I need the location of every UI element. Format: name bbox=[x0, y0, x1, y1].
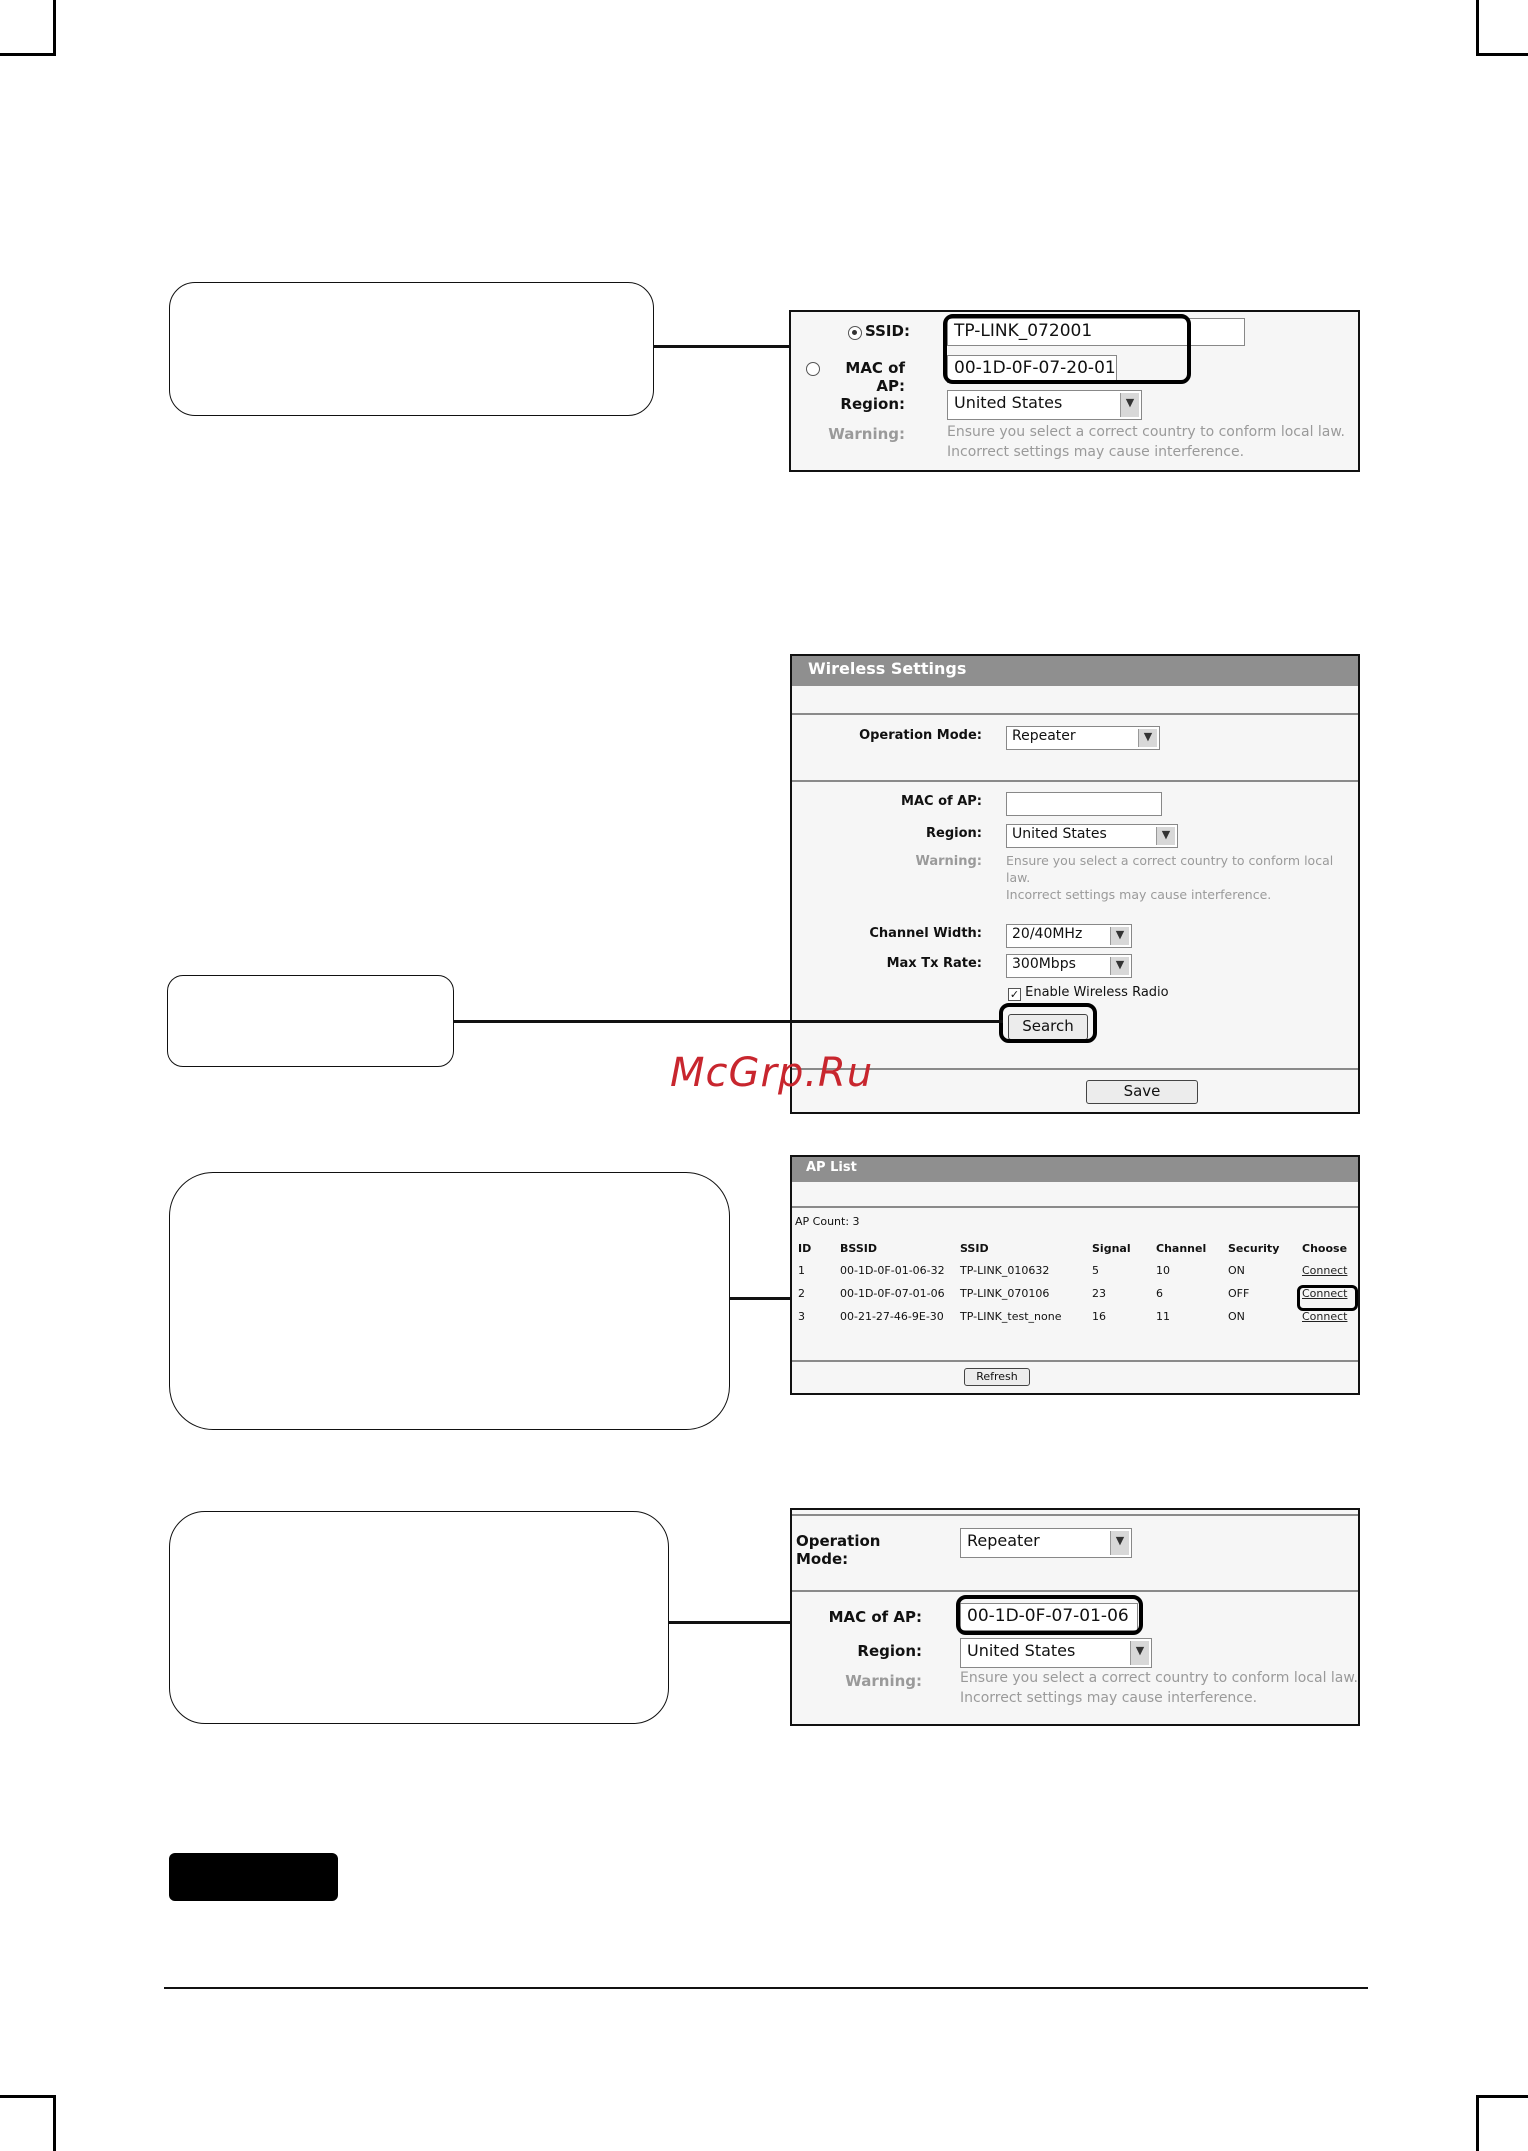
warning-line-2: Incorrect settings may cause interference. bbox=[947, 444, 1245, 460]
column-header: BSSID bbox=[840, 1241, 877, 1255]
chevron-down-icon: ▼ bbox=[1110, 927, 1129, 945]
connect-link[interactable]: Connect bbox=[1302, 1264, 1348, 1277]
ssid-label: SSID: bbox=[865, 322, 910, 340]
connect-link[interactable]: Connect bbox=[1302, 1310, 1348, 1323]
region-select[interactable] bbox=[947, 390, 1142, 420]
panel-title: Wireless Settings bbox=[808, 659, 967, 678]
cell-security: OFF bbox=[1228, 1287, 1250, 1300]
mac-input[interactable]: 00-1D-0F-07-01-06 bbox=[960, 1603, 1138, 1631]
warning-text bbox=[1006, 852, 1358, 903]
warning-label: Warning: bbox=[828, 425, 905, 443]
region-select[interactable] bbox=[1006, 824, 1178, 848]
footer-rule bbox=[164, 1987, 1368, 1989]
cell-channel: 11 bbox=[1156, 1310, 1170, 1323]
checkbox-checked-icon[interactable]: ✓ bbox=[1009, 988, 1020, 1001]
chevron-down-icon: ▼ bbox=[1156, 827, 1175, 845]
panel-title: AP List bbox=[806, 1160, 857, 1175]
operation-mode-label: Operation Mode: bbox=[859, 728, 982, 743]
mac-input[interactable]: 00-1D-0F-07-20-01 bbox=[947, 355, 1117, 383]
channel-width-value: 20/40MHz bbox=[1012, 926, 1083, 942]
column-header: Choose bbox=[1302, 1241, 1348, 1255]
mac-label: MAC of AP: bbox=[845, 359, 905, 395]
crop-mark-bottom-left bbox=[0, 2095, 56, 2151]
cell-signal: 16 bbox=[1092, 1310, 1106, 1323]
save-button[interactable]: Save bbox=[1086, 1080, 1198, 1104]
panel-title-bar bbox=[792, 656, 1358, 686]
cell-ssid: TP-LINK_010632 bbox=[960, 1264, 1050, 1277]
cell-ssid: TP-LINK_070106 bbox=[960, 1287, 1050, 1300]
chevron-down-icon: ▼ bbox=[1110, 957, 1129, 975]
ap-list-table bbox=[792, 1237, 1358, 1328]
max-tx-rate-value: 300Mbps bbox=[1012, 956, 1076, 972]
callout-box-3 bbox=[169, 1172, 730, 1430]
cell-security: ON bbox=[1228, 1310, 1245, 1323]
table-row bbox=[792, 1259, 1358, 1282]
callout-box-2 bbox=[167, 975, 454, 1067]
mac-radio[interactable] bbox=[806, 362, 820, 376]
warning-line-1: Ensure you select a correct country to conform local law. bbox=[947, 424, 1345, 440]
enable-wireless-radio-label: Enable Wireless Radio bbox=[1025, 985, 1169, 1000]
crop-mark-bottom-right bbox=[1476, 2095, 1528, 2151]
chevron-down-icon: ▼ bbox=[1120, 393, 1139, 417]
table-header-row bbox=[792, 1237, 1358, 1259]
chevron-down-icon: ▼ bbox=[1138, 729, 1157, 747]
operation-mode-value: Repeater bbox=[1012, 728, 1076, 744]
mac-label: MAC of AP: bbox=[828, 1608, 922, 1626]
crop-mark-top-left bbox=[0, 0, 56, 56]
cell-channel: 6 bbox=[1156, 1287, 1163, 1300]
cell-id: 2 bbox=[798, 1287, 805, 1300]
enable-wireless-radio[interactable] bbox=[1008, 985, 1169, 1001]
connect-link[interactable]: Connect bbox=[1302, 1287, 1348, 1300]
table-row bbox=[792, 1282, 1358, 1305]
ssid-input[interactable]: TP-LINK_072001 bbox=[947, 318, 1245, 346]
ssid-radio[interactable] bbox=[848, 326, 862, 340]
cell-channel: 10 bbox=[1156, 1264, 1170, 1277]
max-tx-rate-select[interactable] bbox=[1006, 954, 1132, 978]
column-header: SSID bbox=[960, 1241, 989, 1255]
region-value: United States bbox=[954, 393, 1063, 412]
warning-line-2: Incorrect settings may cause interference. bbox=[1006, 887, 1272, 902]
region-value: United States bbox=[967, 1641, 1076, 1660]
warning-line-2: Incorrect settings may cause interference. bbox=[960, 1690, 1258, 1706]
connector-line-2 bbox=[454, 1020, 1003, 1023]
mac-input[interactable] bbox=[1006, 792, 1162, 816]
cell-bssid: 00-21-27-46-9E-30 bbox=[840, 1310, 944, 1323]
divider bbox=[792, 1068, 1358, 1070]
cell-id: 3 bbox=[798, 1310, 805, 1323]
divider bbox=[792, 1514, 1358, 1516]
callout-box-4 bbox=[169, 1511, 669, 1724]
column-header: Security bbox=[1228, 1241, 1280, 1255]
operation-mode-label: Operation Mode: bbox=[796, 1532, 881, 1568]
crop-mark-top-right bbox=[1476, 0, 1528, 56]
warning-line-1: Ensure you select a correct country to conform local law. bbox=[960, 1670, 1358, 1686]
highlight-mac-input bbox=[956, 1595, 1143, 1635]
cell-id: 1 bbox=[798, 1264, 805, 1277]
operation-mode-select[interactable] bbox=[960, 1528, 1132, 1558]
note-badge bbox=[169, 1853, 338, 1901]
table-row bbox=[792, 1305, 1358, 1328]
chevron-down-icon: ▼ bbox=[1130, 1641, 1149, 1665]
cell-bssid: 00-1D-0F-01-06-32 bbox=[840, 1264, 945, 1277]
column-header: Signal bbox=[1092, 1241, 1131, 1255]
search-button[interactable]: Search bbox=[1008, 1014, 1088, 1040]
highlight-search-button bbox=[999, 1003, 1097, 1043]
warning-label: Warning: bbox=[845, 1672, 922, 1690]
callout-box-1 bbox=[169, 282, 654, 416]
ap-count: AP Count: 3 bbox=[795, 1215, 860, 1228]
warning-text bbox=[960, 1668, 1358, 1708]
watermark: McGrp.Ru bbox=[670, 1050, 874, 1096]
cell-signal: 5 bbox=[1092, 1264, 1099, 1277]
highlight-connect-link bbox=[1297, 1285, 1358, 1311]
divider bbox=[792, 780, 1358, 782]
mac-label: MAC of AP: bbox=[901, 794, 982, 809]
divider bbox=[792, 713, 1358, 715]
divider bbox=[792, 1360, 1358, 1362]
operation-mode-value: Repeater bbox=[967, 1531, 1040, 1550]
cell-ssid: TP-LINK_test_none bbox=[960, 1310, 1062, 1323]
region-select[interactable] bbox=[960, 1638, 1152, 1668]
column-header: Channel bbox=[1156, 1241, 1207, 1255]
cell-bssid: 00-1D-0F-07-01-06 bbox=[840, 1287, 945, 1300]
chevron-down-icon: ▼ bbox=[1110, 1531, 1129, 1555]
channel-width-select[interactable] bbox=[1006, 924, 1132, 948]
refresh-button[interactable]: Refresh bbox=[964, 1368, 1030, 1386]
panel-title-bar bbox=[792, 1157, 1358, 1182]
cell-security: ON bbox=[1228, 1264, 1245, 1277]
region-label: Region: bbox=[840, 395, 905, 413]
operation-mode-select[interactable] bbox=[1006, 726, 1160, 750]
column-header: ID bbox=[798, 1241, 812, 1255]
region-value: United States bbox=[1012, 826, 1107, 842]
channel-width-label: Channel Width: bbox=[869, 926, 982, 941]
highlight-ssid-mac bbox=[943, 314, 1191, 384]
region-label: Region: bbox=[926, 826, 982, 841]
warning-label: Warning: bbox=[915, 854, 982, 869]
cell-signal: 23 bbox=[1092, 1287, 1106, 1300]
divider bbox=[792, 1590, 1358, 1592]
max-tx-rate-label: Max Tx Rate: bbox=[886, 956, 982, 971]
divider bbox=[792, 1206, 1358, 1208]
warning-text bbox=[947, 422, 1357, 462]
panel-wireless-settings bbox=[790, 654, 1360, 1114]
panel-ap-list bbox=[790, 1155, 1360, 1395]
warning-line-1: Ensure you select a correct country to conform local law. bbox=[1006, 853, 1334, 885]
region-label: Region: bbox=[857, 1642, 922, 1660]
